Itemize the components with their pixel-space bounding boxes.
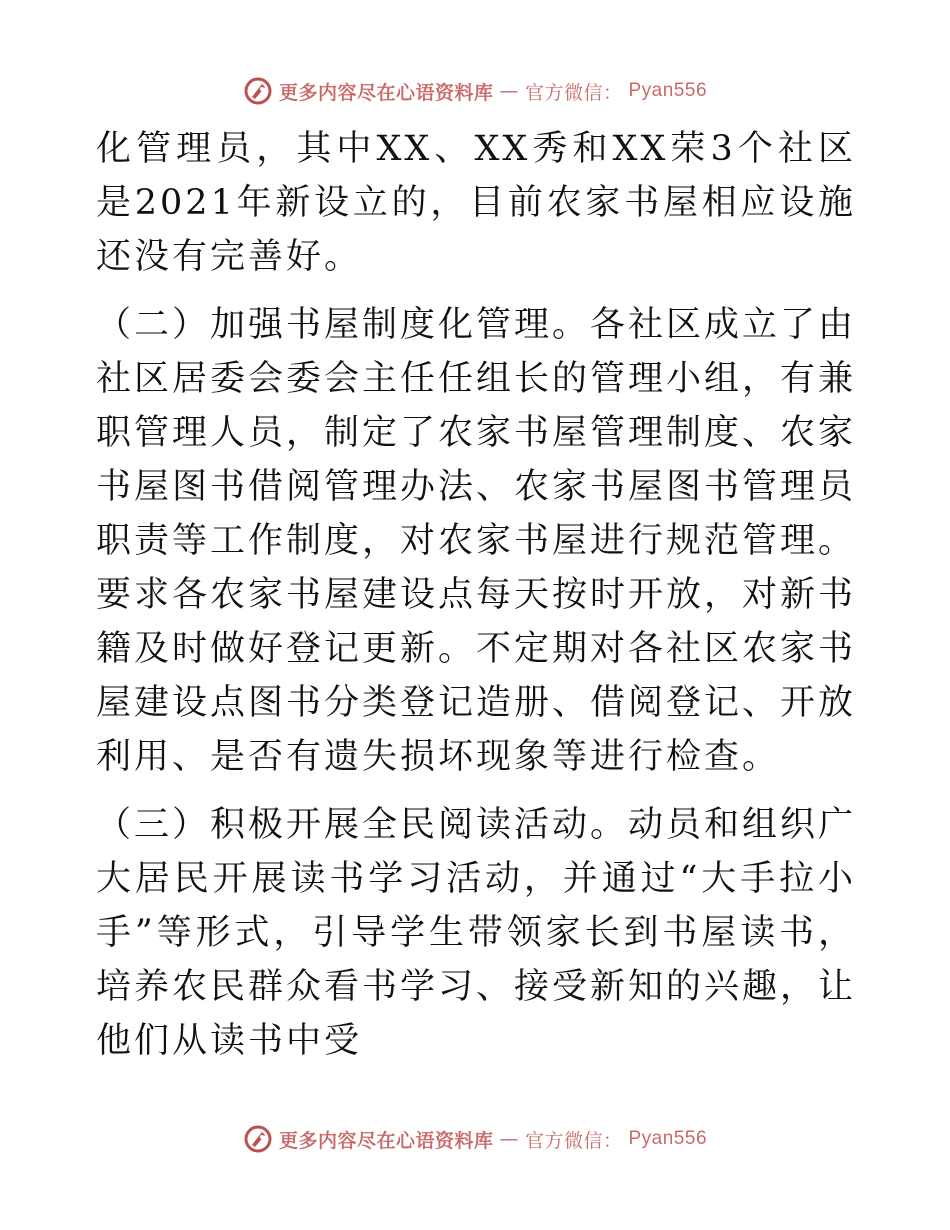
header-watermark xyxy=(0,71,950,111)
watermark-label: 官方微信： xyxy=(524,81,623,104)
paragraph-3: （三）积极开展全民阅读活动。动员和组织广大居民开展读书学习活动，并通过“大手拉小手”等形式，引导学生带领家长到书屋读书，培养农民群众看书学习、接受新知的兴趣，让他们从读书中受 xyxy=(96,805,857,1061)
paragraph-2: （二）加强书屋制度化管理。各社区成立了由社区居委会委会主任任组长的管理小组，有兼职管理人员，制定了农家书屋管理制度、农家书屋图书借阅管理办法、农家书屋图书管理员职责等工作制度，对农家书屋进行规范管理。要求各农家书屋建设点每天按时开放，对新书籍及时做好登记更新。不定期对各社区农家书屋建设点图书分类登记造册、借阅登记、开放利用、是否有遗失损坏现象等进行检查。 xyxy=(96,305,857,777)
watermark-wechat-id: Pyan556 xyxy=(628,80,708,101)
watermark-separator: — xyxy=(499,1128,519,1150)
footer-watermark xyxy=(0,1119,950,1159)
pen-logo-icon xyxy=(243,1124,273,1154)
watermark-wechat-id: Pyan556 xyxy=(628,1128,708,1149)
watermark-separator: — xyxy=(499,80,519,102)
watermark-label: 官方微信： xyxy=(524,1129,623,1152)
watermark-brand-text: 更多内容尽在心语资料库 xyxy=(278,81,494,104)
watermark-brand-text: 更多内容尽在心语资料库 xyxy=(278,1129,494,1152)
pen-logo-icon xyxy=(243,76,273,106)
paragraph-1: 化管理员，其中XX、XX秀和XX荣3个社区是2021年新设立的，目前农家书屋相应设施还没有完善好。 xyxy=(96,129,856,277)
document-body xyxy=(96,122,856,1068)
